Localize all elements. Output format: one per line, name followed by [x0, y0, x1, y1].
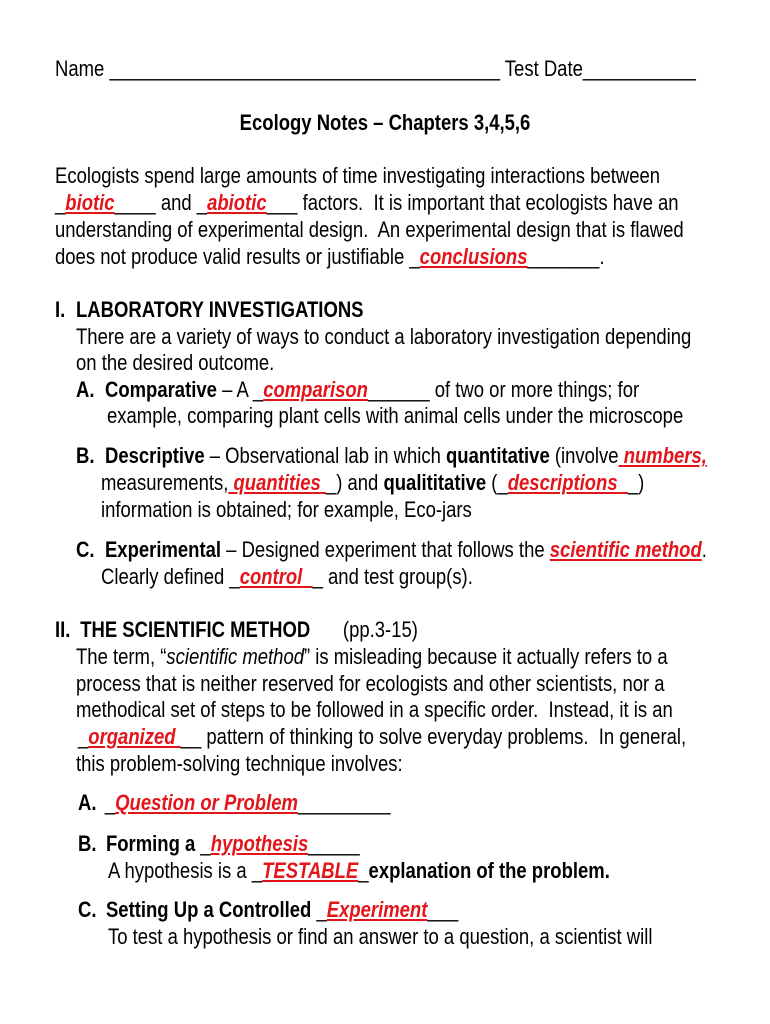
answer-quantities: quantities: [233, 470, 321, 495]
item-a-line-2: example, comparing plant cells with animal cells under the microscope: [107, 403, 684, 428]
keyword-quantitative: quantitative: [446, 443, 550, 468]
item-a-line-1: [76, 377, 639, 403]
item-a-text: – A _: [216, 377, 264, 402]
item-a-term: Comparative: [104, 377, 217, 402]
section-1-heading: [55, 297, 363, 323]
answer-comparison: comparison: [263, 377, 368, 402]
item-b-marker: B.: [76, 443, 95, 468]
answer-control: control: [239, 564, 303, 589]
step-b-bold-text: explanation of the problem.: [368, 858, 610, 883]
answer-scientific-method: scientific method: [549, 537, 702, 562]
section-2-line-3: methodical set of steps to be followed in a specific order. Instead, it is an: [76, 697, 673, 722]
test-date-label: Test Date: [504, 56, 583, 81]
para-text: __ pattern of thinking to solve everyday problems. In general,: [180, 724, 687, 749]
item-b-term: Descriptive: [104, 443, 205, 468]
item-a-marker: A.: [76, 377, 95, 402]
blank-segment: _: [55, 190, 66, 215]
name-blank: ______________________________________: [109, 56, 501, 81]
item-c-line-1: [76, 537, 707, 563]
item-b-text: _) and: [325, 470, 384, 495]
section-2-title: THE SCIENTIFIC METHOD: [80, 617, 311, 642]
blank-segment: _: [104, 790, 116, 815]
step-a-marker: A.: [78, 790, 97, 815]
item-b-line-1: [76, 443, 707, 469]
header-line: [55, 56, 696, 82]
test-date-blank: ___________: [582, 56, 696, 81]
item-b-text: (_: [486, 470, 508, 495]
answer-abiotic: abiotic: [207, 190, 267, 215]
blank-segment: ___: [427, 897, 459, 922]
intro-line-3: understanding of experimental design. An experimental design that is flawed: [55, 217, 684, 242]
blank-segment: _: [311, 897, 327, 922]
intro-text-segment: ___ factors. It is important that ecologists have an: [266, 190, 679, 215]
answer-numbers: numbers,: [623, 443, 707, 468]
blank-segment: _): [627, 470, 645, 495]
item-c-line-2: [101, 564, 473, 590]
item-c-text: .: [701, 537, 707, 562]
answer-conclusions: conclusions: [419, 244, 528, 269]
step-b-line-2: [108, 858, 610, 884]
item-c-text: _ and test group(s).: [312, 564, 473, 589]
name-label: Name: [55, 56, 105, 81]
section-2-pages: (pp.3-15): [342, 617, 418, 642]
keyword-qualitative: qualititative: [383, 470, 487, 495]
item-a-text: ______ of two or more things; for: [367, 377, 640, 402]
item-b-line-3: information is obtained; for example, Eco-jars: [101, 497, 472, 522]
answer-descriptions: descriptions: [507, 470, 618, 495]
step-c-line-1: [78, 897, 458, 923]
intro-text-segment: does not produce valid results or justifiable _: [55, 244, 420, 269]
item-b-text: (involve: [549, 443, 619, 468]
step-c-label: Setting Up a Controlled: [105, 897, 312, 922]
page-title: [0, 110, 770, 136]
answer-experiment: Experiment: [326, 897, 428, 922]
section-2-numeral: II.: [55, 617, 71, 642]
step-b-text: A hypothesis is a _: [108, 858, 263, 883]
item-b-text: – Observational lab in which: [204, 443, 447, 468]
para-text: The term, “: [76, 644, 167, 669]
item-c-text: Clearly defined _: [101, 564, 240, 589]
item-c-text: – Designed experiment that follows the: [221, 537, 550, 562]
blank-segment: _: [78, 724, 89, 749]
blank-segment: _: [195, 831, 211, 856]
answer-testable: TESTABLE: [262, 858, 359, 883]
item-b-text: measurements,: [101, 470, 229, 495]
section-2-line-5: this problem-solving technique involves:: [76, 751, 403, 776]
step-b-label: Forming a: [105, 831, 196, 856]
page-title-text: Ecology Notes – Chapters 3,4,5,6: [239, 110, 531, 135]
intro-line-4: [55, 244, 605, 270]
blank-segment: _____: [308, 831, 360, 856]
answer-biotic: biotic: [65, 190, 115, 215]
item-c-marker: C.: [76, 537, 95, 562]
answer-question-or-problem: Question or Problem: [115, 790, 298, 815]
intro-line-1: Ecologists spend large amounts of time investigating interactions between: [55, 163, 661, 188]
step-b-marker: B.: [78, 831, 97, 856]
step-c-line-2: To test a hypothesis or find an answer to a question, a scientist will: [108, 924, 653, 949]
blank-segment: _______.: [527, 244, 605, 269]
item-b-line-2: [101, 470, 644, 496]
step-b-line-1: [78, 831, 360, 857]
item-c-term: Experimental: [104, 537, 222, 562]
section-2-line-4: [78, 724, 686, 750]
para-text: ” is misleading because it actually refers to a: [304, 644, 668, 669]
answer-organized: organized: [88, 724, 176, 749]
answer-hypothesis: hypothesis: [210, 831, 309, 856]
section-2-line-1: [76, 644, 668, 670]
step-c-marker: C.: [78, 897, 97, 922]
section-1-title: LABORATORY INVESTIGATIONS: [76, 297, 364, 322]
section-1-text-line-1: There are a variety of ways to conduct a laboratory investigation depending: [76, 324, 692, 349]
section-2-heading: [55, 617, 418, 643]
blank-segment: _: [358, 858, 369, 883]
intro-text-segment: ____ and _: [114, 190, 208, 215]
step-a-line: [78, 790, 390, 816]
section-1-numeral: I.: [55, 297, 66, 322]
section-1-text-line-2: on the desired outcome.: [76, 350, 275, 375]
blank-segment: _________: [297, 790, 391, 815]
para-term: scientific method: [166, 644, 305, 669]
section-2-line-2: process that is neither reserved for ecologists and other scientists, nor a: [76, 671, 665, 696]
intro-line-2: [55, 190, 679, 216]
